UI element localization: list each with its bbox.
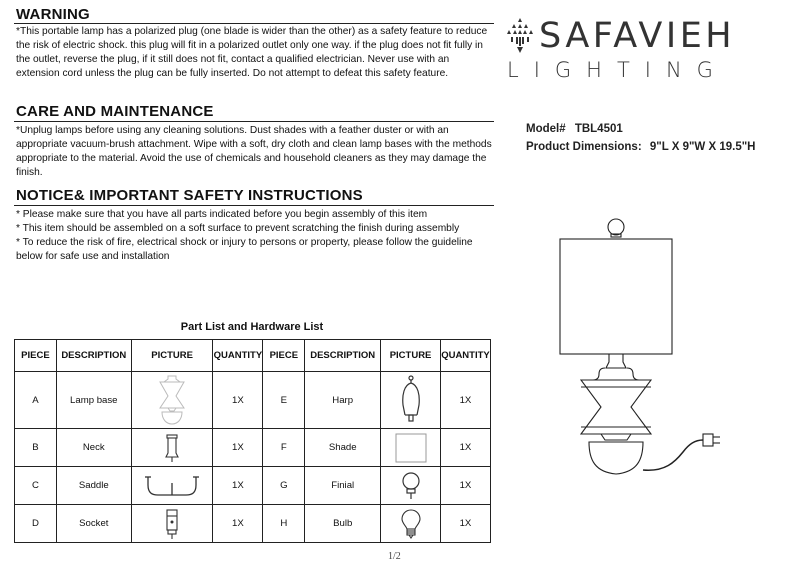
description-cell: Socket [56,505,131,543]
quantity-cell: 1X [213,505,263,543]
saddle-icon [144,473,200,499]
bulb-icon [401,509,421,539]
table-row [15,467,491,505]
parts-table [14,339,491,543]
description-cell: Saddle [56,467,131,505]
header-quantity: QUANTITY [440,340,490,372]
header-picture: PICTURE [381,340,441,372]
piece-cell: H [263,505,305,543]
picture-cell [131,467,213,505]
piece-cell: B [15,429,57,467]
harp-icon [396,375,426,425]
dimensions-value: 9"L X 9"W X 19.5"H [649,141,756,153]
description-cell: Finial [305,467,381,505]
notice-item: * To reduce the risk of fire, electrical shock or injury to persons or property, please follow the guideline below for safe use and installation [16,237,473,262]
dimensions-label: Product Dimensions: [526,141,642,153]
care-title: CARE AND MAINTENANCE [16,103,214,120]
description-cell: Harp [305,372,381,429]
table-row [15,429,491,467]
picture-cell [381,467,441,505]
piece-cell: G [263,467,305,505]
piece-cell: F [263,429,305,467]
care-rule [14,121,494,122]
description-cell: Lamp base [56,372,131,429]
picture-cell [381,372,441,429]
finial-icon [400,471,422,501]
description-cell: Neck [56,429,131,467]
description-cell: Shade [305,429,381,467]
parts-table-title: Part List and Hardware List [180,321,324,333]
shade-icon [395,433,427,463]
notice-item: * Please make sure that you have all parts indicated before you begin assembly of this item [16,209,428,220]
notice-rule [14,205,494,206]
warning-text: *This portable lamp has a polarized plug (one blade is wider than the other) as a safety feature to reduce the risk of electric shock. this plug will fit in a polarized outlet only one way. if the plug does not fit fully in the outlet, reverse the plug, if it still does not fit, contact a qualified electrician. Never use with an extension cord unless the plug can be fully inserted. Do not attempt to defeat this safety feature. [16,26,488,79]
brand-sub: LIGHTING [507,58,728,82]
model-value: TBL4501 [574,123,623,135]
notice-list [16,208,494,264]
picture-cell [131,372,213,429]
piece-cell: C [15,467,57,505]
quantity-cell: 1X [440,505,490,543]
header-piece: PIECE [15,340,57,372]
piece-cell: A [15,372,57,429]
table-row [15,372,491,429]
page-number: 1/2 [388,551,401,562]
brand-logo [505,12,795,92]
notice-item: * This item should be assembled on a soft surface to prevent scratching the finish during assembly [16,223,460,234]
header-quantity: QUANTITY [213,340,263,372]
warning-rule [14,23,494,24]
header-description: DESCRIPTION [305,340,381,372]
picture-cell [381,429,441,467]
quantity-cell: 1X [440,372,490,429]
quantity-cell: 1X [213,429,263,467]
header-picture: PICTURE [131,340,213,372]
description-cell: Bulb [305,505,381,543]
header-description: DESCRIPTION [56,340,131,372]
quantity-cell: 1X [213,467,263,505]
dimensions-line [526,141,756,153]
picture-cell [381,505,441,543]
model-line [526,123,623,135]
quantity-cell: 1X [440,429,490,467]
notice-title: NOTICE& IMPORTANT SAFETY INSTRUCTIONS [16,187,363,204]
socket-icon [164,508,180,540]
warning-title: WARNING [16,6,90,23]
lamp-illustration [555,212,725,512]
header-piece: PIECE [263,340,305,372]
quantity-cell: 1X [213,372,263,429]
table-header-row [15,340,491,372]
lamp-base-icon [154,374,190,426]
table-row [15,505,491,543]
model-label: Model# [526,123,566,135]
brand-name: SAFAVIEH [539,16,736,56]
piece-cell: E [263,372,305,429]
neck-icon [164,433,180,463]
care-text: *Unplug lamps before using any cleaning solutions. Dust shades with a feather duster or with an appropriate vacuum-brush attachment. Wipe with a soft, dry cloth and clean lamp bases with the methods appropriate to the material. Avoid the use of chemicals and household cleaners as they may damage the finish. [16,125,492,178]
picture-cell [131,505,213,543]
piece-cell: D [15,505,57,543]
chandelier-icon [505,16,535,56]
picture-cell [131,429,213,467]
quantity-cell: 1X [440,467,490,505]
